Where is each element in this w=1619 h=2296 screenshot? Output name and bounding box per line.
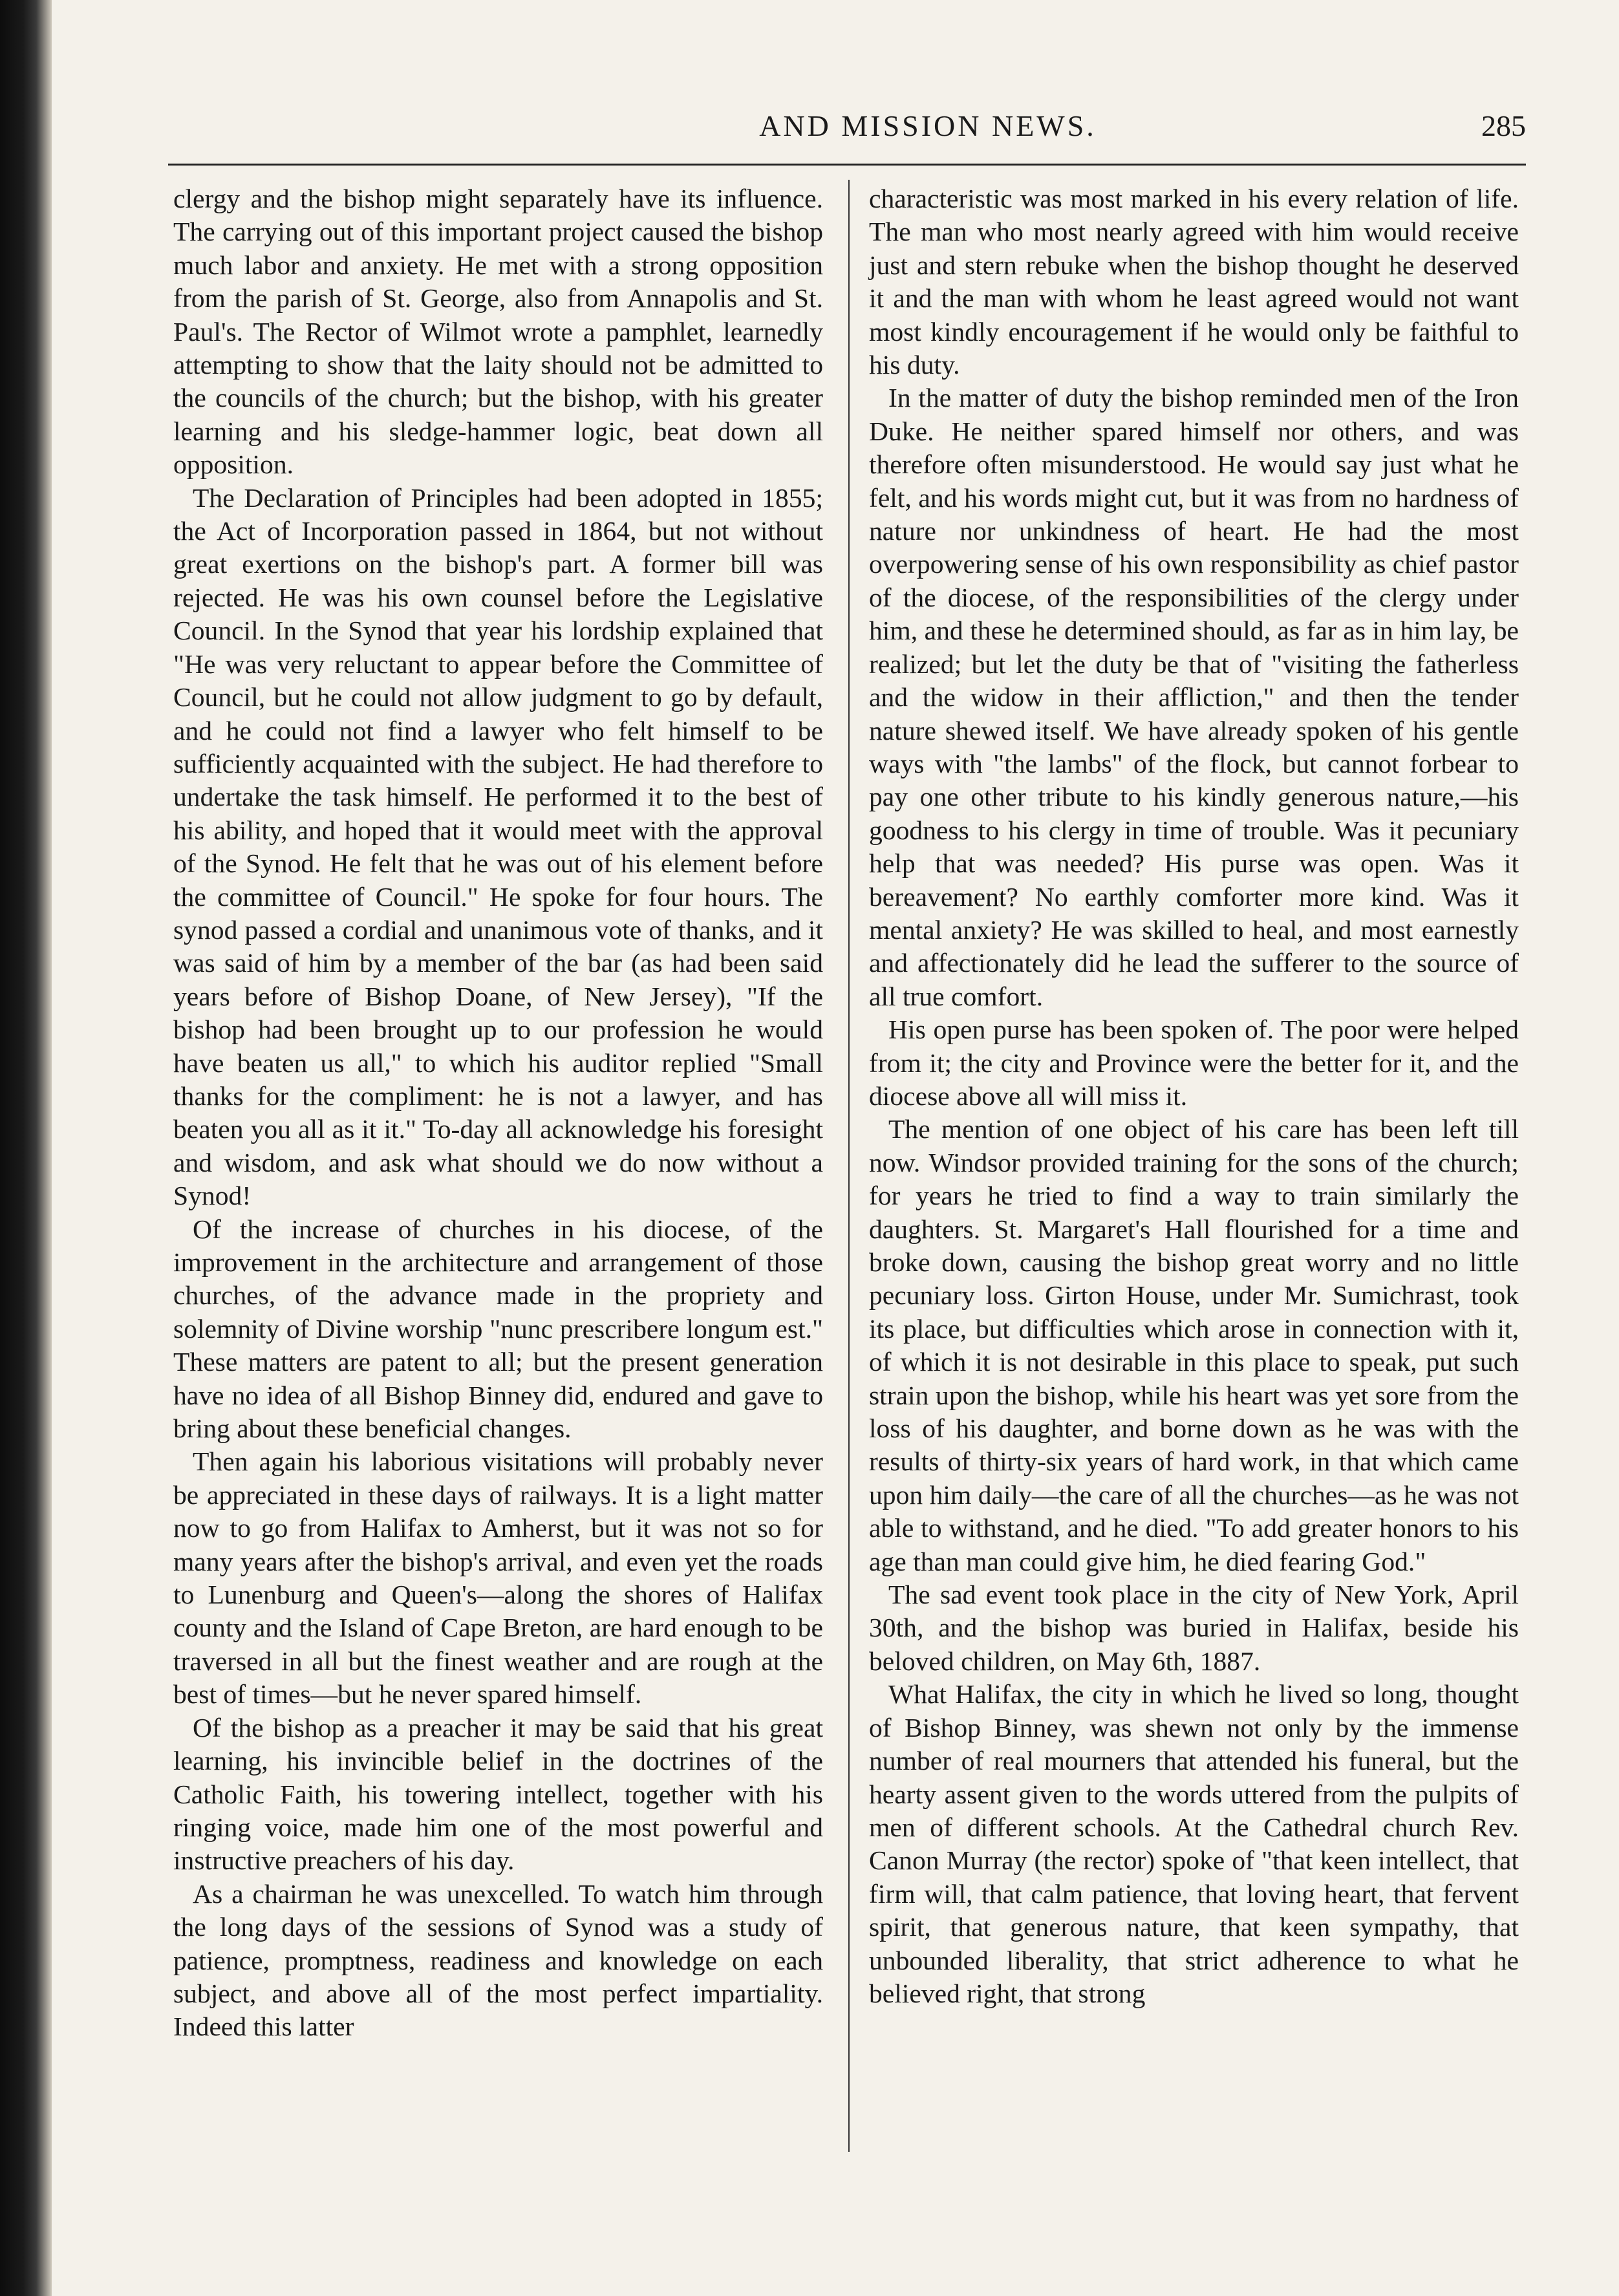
- paragraph: Then again his laborious visitations will probably never be appreciated in these days of railways. It is a light matter now to go from Halifax to Amherst, but it was not so for many years after the bishop's arrival, and even yet the roads to Lunenburg and Queen's—along the shores of Halifax county and the Island of Cape Breton, are hard enough to be traversed in all but the finest weather and are rough at the best of times—but he never spared himself.: [173, 1446, 823, 1710]
- paragraph: His open purse has been spoken of. The poor were helped from it; the city and Province were the better for it, and the diocese above all will miss it.: [869, 1014, 1519, 1111]
- paragraph: Of the increase of churches in his diocese, of the improvement in the architecture and arrangement of those churches, of the advance made in the propriety and solemnity of Divine worship "nunc prescribere longum est." These matters are patent to all; but the present generation have no idea of all Bishop Binney did, endured and gave to bring about these beneficial changes.: [173, 1214, 823, 1444]
- header-rule: [168, 164, 1526, 166]
- paragraph: The Declaration of Principles had been adopted in 1855; the Act of Incorporation passed in 1864, but not without great exertions on the bishop's part. A former bill was rejected. He was his own counsel before the Legislative Council. In the Synod that year his lordship explained that "He was very reluctant to appear before the Committee of Council, but he could not allow judgment to go by default, and he could not find a lawyer who felt himself to be sufficiently acquainted with the subject. He had therefore to undertake the task himself. He performed it to the best of his ability, and hoped that it would meet with the approval of the Synod. He felt that he was out of his element before the committee of Council." He spoke for four hours. The synod passed a cordial and unanimous vote of thanks, and it was said of him by a member of the bar (as had been said years before of Bishop Doane, of New Jersey), "If the bishop had been brought up to our profession he would have beaten us all," to which his auditor replied "Small thanks for the compliment: he is not a lawyer, and has beaten you all as it it." To-day all acknowledge his foresight and wisdom, and ask what should we do now without a Synod!: [173, 482, 823, 1211]
- running-head: AND MISSION NEWS.: [759, 109, 1097, 142]
- paragraph: clergy and the bishop might separately have its influence. The carrying out of this important project caused the bishop much labor and anxiety. He met with a strong opposition from the parish of St. George, also from Annapolis and St. Paul's. The Rector of Wilmot wrote a pamphlet, learnedly attempting to show that the laity should not be admitted to the councils of the church; but the bishop, with his greater learning and his sledge-hammer logic, beat down all opposition.: [173, 184, 823, 480]
- right-column: [869, 182, 1519, 2167]
- paragraph: The sad event took place in the city of New York, April 30th, and the bishop was buried in Halifax, beside his beloved children, on May 6th, 1887.: [869, 1580, 1519, 1676]
- paragraph: As a chairman he was unexcelled. To watch him through the long days of the sessions of Synod was a study of patience, promptness, readiness and knowledge on each subject, and above all of the most perfect impartiality. Indeed this latter: [173, 1878, 823, 2042]
- book-spine-shadow: [0, 0, 52, 2296]
- paragraph: In the matter of duty the bishop reminded men of the Iron Duke. He neither spared himself nor others, and was therefore often misunderstood. He would say just what he felt, and his words might cut, but it was from no hardness of nature nor unkindness of heart. He had the most overpowering sense of his own responsibility as chief pastor of the diocese, of the responsibilities of the clergy under him, and these he determined should, as far as in him lay, be realized; but let the duty be that of "visiting the fatherless and the widow in their affliction," and then the tender nature shewed itself. We have already spoken of his gentle ways with "the lambs" of the flock, but cannot forbear to pay one other tribute to his kindly generous nature,—his goodness to his clergy in time of trouble. Was it pecuniary help that was needed? His purse was open. Was it bereavement? No earthly comforter more kind. Was it mental anxiety? He was skilled to heal, and most earnestly and affectionately did he lead the sufferer to the source of all true comfort.: [869, 383, 1519, 1011]
- left-column: [173, 182, 823, 2167]
- column-divider: [848, 180, 850, 2152]
- paragraph: characteristic was most marked in his every relation of life. The man who most nearly agreed with him would receive just and stern rebuke when the bishop thought he deserved it and the man with whom he least agreed would not want most kindly encouragement if he would only be faithful to his duty.: [869, 184, 1519, 380]
- page-number: 285: [1481, 109, 1526, 142]
- page-header: [168, 103, 1526, 155]
- paragraph: The mention of one object of his care has been left till now. Windsor provided training for the sons of the church; for years he tried to find a way to train similarly the daughters. St. Margaret's Hall flourished for a time and broke down, causing the bishop great worry and no little pecuniary loss. Girton House, under Mr. Sumichrast, took its place, but difficulties which arose in connection with it, of which it is not desirable in this place to speak, put such strain upon the bishop, while his heart was yet sore from the loss of his daughter, and borne down as he was with the results of thirty-six years of hard work, in that which came upon him daily—the care of all the churches—as he was not able to withstand, and he died. "To add greater honors to his age than man could give him, he died fearing God.": [869, 1114, 1519, 1576]
- paragraph: What Halifax, the city in which he lived so long, thought of Bishop Binney, was shewn not only by the immense number of real mourners that attended his funeral, but the hearty assent given to the words uttered from the pulpits of men of different schools. At the Cathedral church Rev. Canon Murray (the rector) spoke of "that keen intellect, that firm will, that calm patience, that loving heart, that fervent spirit, that generous nature, that keen sympathy, that unbounded liberality, that strict adherence to what he believed right, that strong: [869, 1679, 1519, 2008]
- paragraph: Of the bishop as a preacher it may be said that his great learning, his invincible belief in the doctrines of the Catholic Faith, his towering intellect, together with his ringing voice, made him one of the most powerful and instructive preachers of his day.: [173, 1712, 823, 1876]
